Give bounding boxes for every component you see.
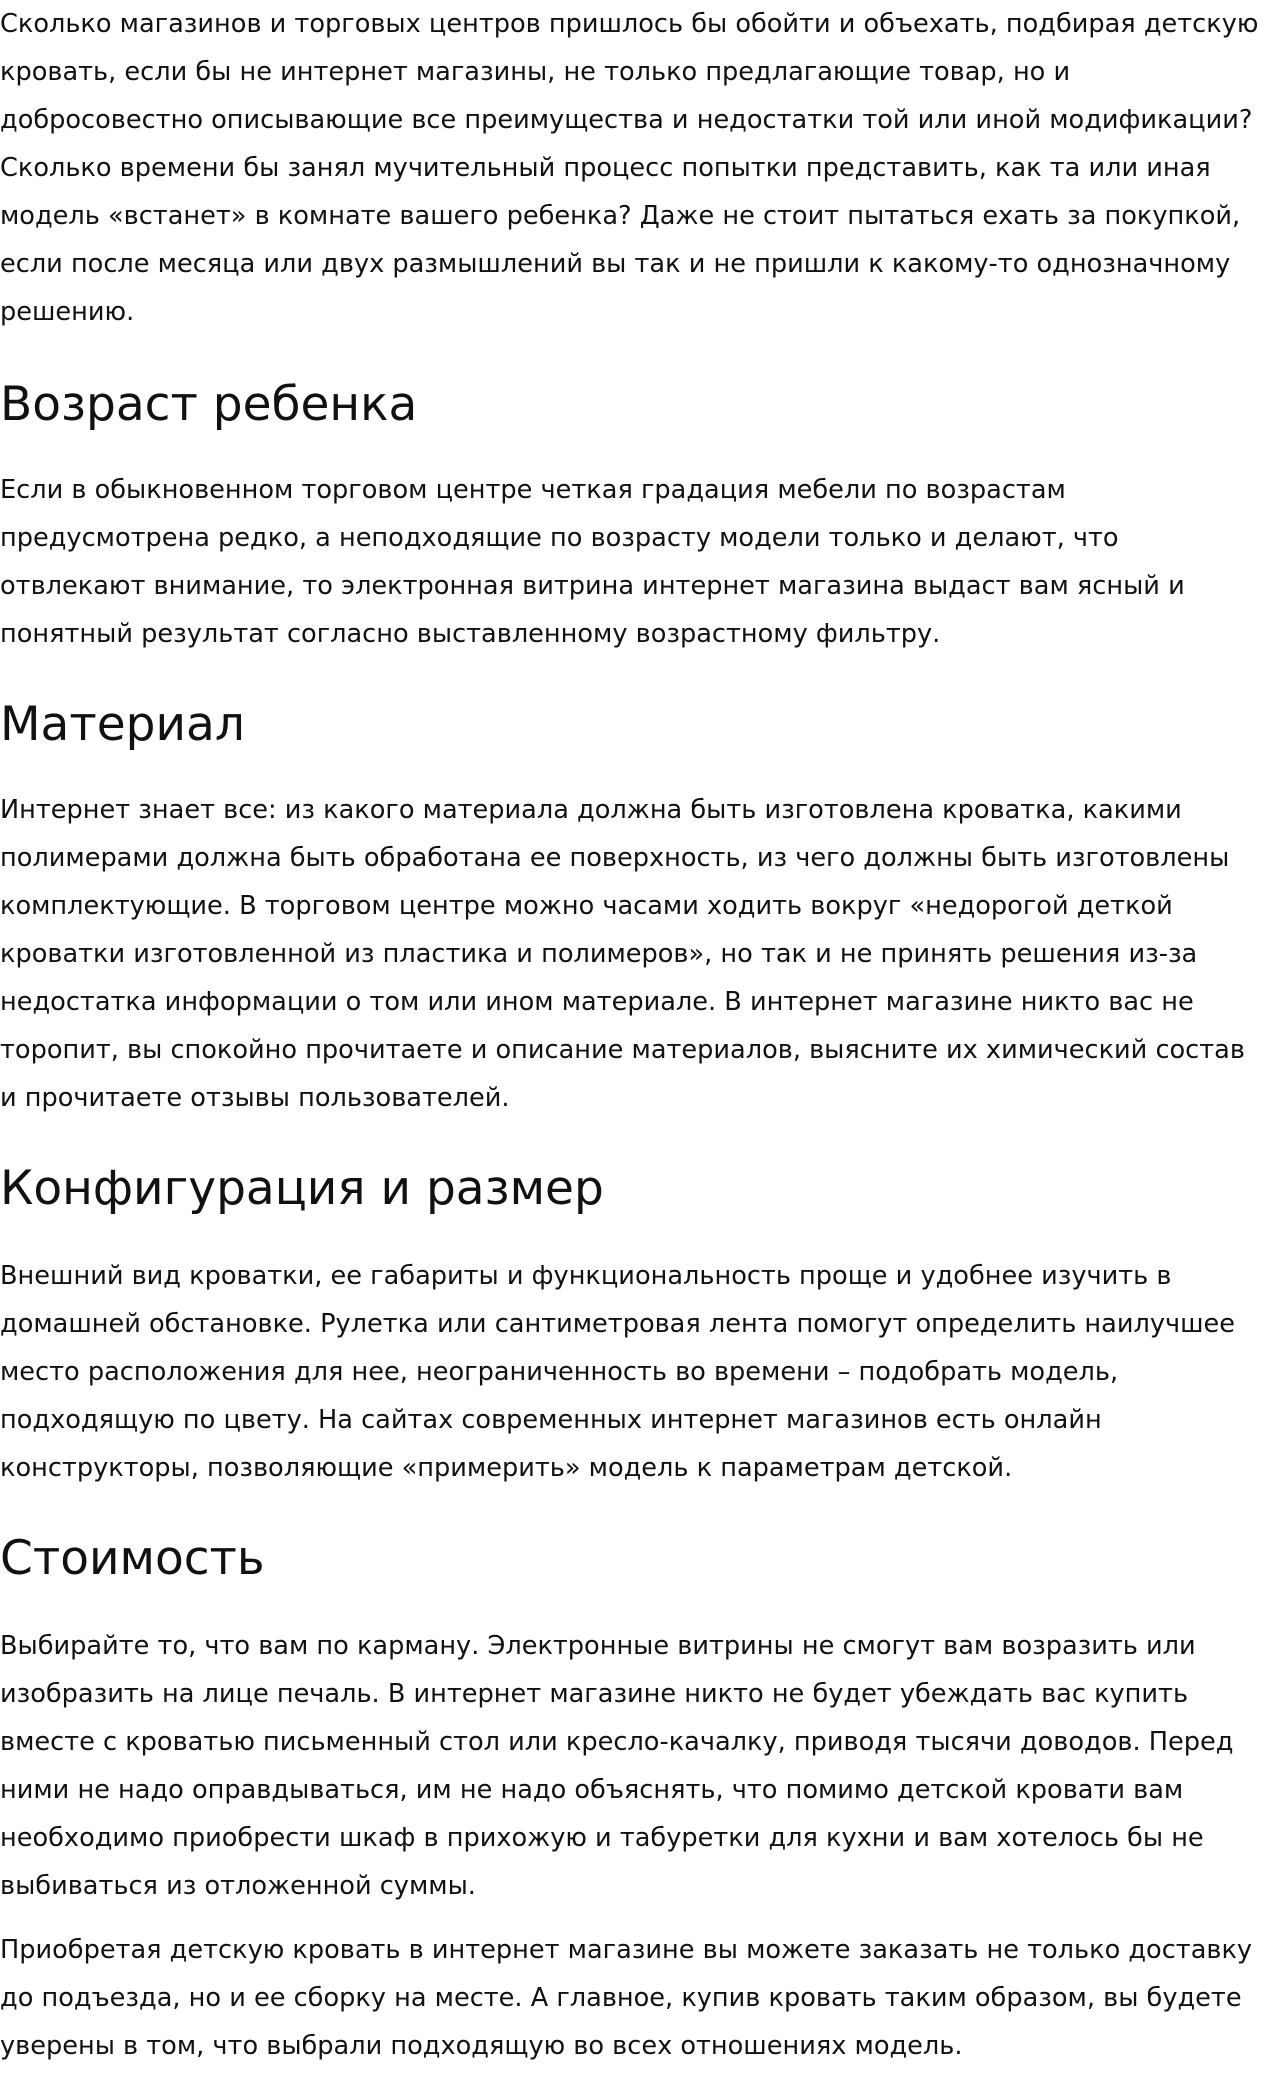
section-heading-material: Материал [0,697,245,752]
section-paragraph-cost-1: Выбирайте то, что вам по карману. Электронные витрины не смогут вам возразить или изобразить на лице печаль. В интернет магазине никто не будет убеждать вас купить вместе с кроватью письменный стол или кресло-качалку, приводя тысячи доводов. Перед ними не надо оправдываться, им не надо объяснять, что помимо детской кровати вам необходимо приобрести шкаф в прихожую и табуретки для кухни и вам хотелось бы не выбиваться из отложенной суммы. [0,1631,1234,1901]
intro-paragraph: Сколько магазинов и торговых центров пришлось бы обойти и объехать, подбирая детскую кровать, если бы не интернет магазины, не только предлагающие товар, но и добросовестно описывающие все преимущества и недостатки той или иной модификации? Сколько времени бы занял мучительный процесс попытки представить, как та или иная модель «встанет» в комнате вашего ребенка? Даже не стоит пытаться ехать за покупкой, если после месяца или двух размышлений вы так и не пришли к какому-то однозначному решению. [0,9,1259,327]
section-heading-configuration: Конфигурация и размер [0,1161,604,1216]
section-heading-child-age: Возраст ребенка [0,377,418,432]
section-heading-cost: Стоимость [0,1531,265,1586]
section-paragraph-cost-2: Приобретая детскую кровать в интернет магазине вы можете заказать не только доставку до подъезда, но и ее сборку на месте. А главное, купив кровать таким образом, вы будете уверены в том, что выбрали подходящую во всех отношениях модель. [0,1935,1253,2061]
section-paragraph-configuration: Внешний вид кроватки, ее габариты и функциональность проще и удобнее изучить в домашней обстановке. Рулетка или сантиметровая лента помогут определить наилучшее место расположения для нее, неограниченность во времени – подобрать модель, подходящую по цвету. На сайтах современных интернет магазинов есть онлайн конструкторы, позволяющие «примерить» модель к параметрам детской. [0,1261,1235,1483]
section-paragraph-child-age: Если в обыкновенном торговом центре четкая градация мебели по возрастам предусмотрена редко, а неподходящие по возрасту модели только и делают, что отвлекают внимание, то электронная витрина интернет магазина выдаст вам ясный и понятный результат согласно выставленному возрастному фильтру. [0,475,1185,649]
section-paragraph-material: Интернет знает все: из какого материала должна быть изготовлена кроватка, какими полимерами должна быть обработана ее поверхность, из чего должны быть изготовлены комплектующие. В торговом центре можно часами ходить вокруг «недорогой деткой кроватки изготовленной из пластика и полимеров», но так и не принять решения из-за недостатка информации о том или ином материале. В интернет магазине никто вас не торопит, вы спокойно прочитаете и описание материалов, выясните их химический состав и прочитаете отзывы пользователей. [0,795,1245,1113]
